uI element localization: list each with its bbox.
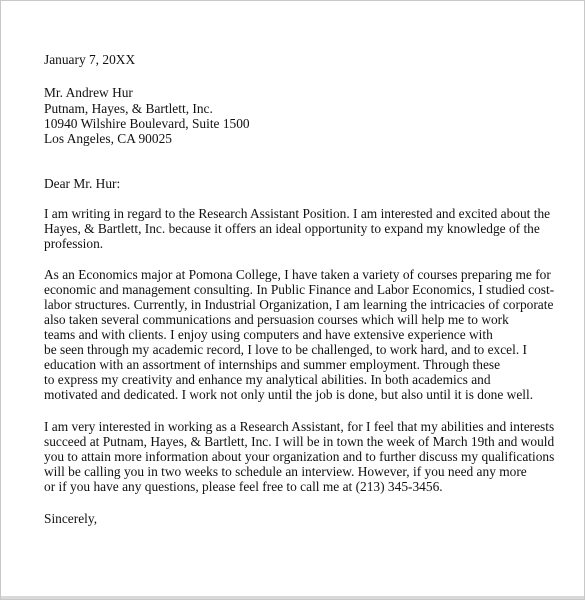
paragraph3-line: you to attain more information about your organization and to further discuss my qualifications (44, 449, 555, 464)
paragraph3-line: succeed at Putnam, Hayes, & Bartlett, Inc. I will be in town the week of March 19th and would (44, 434, 555, 449)
paragraph2-line: labor structures. Currently, in Industrial Organization, I am learning the intricacies of corporate (44, 297, 554, 312)
paragraph3-line: will be calling you in two weeks to schedule an interview. However, if you need any more (44, 464, 527, 479)
recipient-city: Los Angeles, CA 90025 (44, 131, 172, 146)
paragraph2-line: education with an assortment of internships and summer employment. Through these (44, 357, 501, 372)
recipient-name: Mr. Andrew Hur (44, 85, 133, 100)
recipient-company: Putnam, Hayes, & Bartlett, Inc. (44, 101, 213, 116)
paragraph1-line: Hayes, & Bartlett, Inc. because it offers an ideal opportunity to expand my knowledge of the (44, 221, 540, 236)
salutation: Dear Mr. Hur: (44, 176, 121, 191)
paragraph2-line: economic and management consulting. In Public Finance and Labor Economics, I studied cost- (44, 282, 555, 297)
paragraph2-line: motivated and dedicated. I work not only until the job is done, but also until it is done well. (44, 387, 534, 402)
paragraph3-line: I am very interested in working as a Research Assistant, for I feel that my abilities and interests (44, 419, 555, 434)
paragraph2-line: As an Economics major at Pomona College, I have taken a variety of courses preparing me for (44, 267, 551, 282)
paragraph1-line: I am writing in regard to the Research Assistant Position. I am interested and excited about the (44, 206, 551, 221)
closing: Sincerely, (44, 511, 98, 526)
paragraph2-line: also taken several communications and persuasion courses which will help me to work (44, 312, 509, 327)
paragraph2-line: be seen through my academic record, I love to be challenged, to work hard, and to excel. I (44, 342, 527, 357)
paragraph2-line: teams and with clients. I enjoy using computers and have extensive experience with (44, 327, 493, 342)
page-bottom-edge (1, 596, 585, 599)
paragraph2-line: to express my creativity and enhance my analytical abilities. In both academics and (44, 372, 491, 387)
letter-date: January 7, 20XX (44, 52, 136, 67)
paragraph3-line: or if you have any questions, please feel free to call me at (213) 345-3456. (44, 479, 443, 494)
recipient-street: 10940 Wilshire Boulevard, Suite 1500 (44, 116, 250, 131)
paragraph1-line: profession. (44, 236, 104, 251)
